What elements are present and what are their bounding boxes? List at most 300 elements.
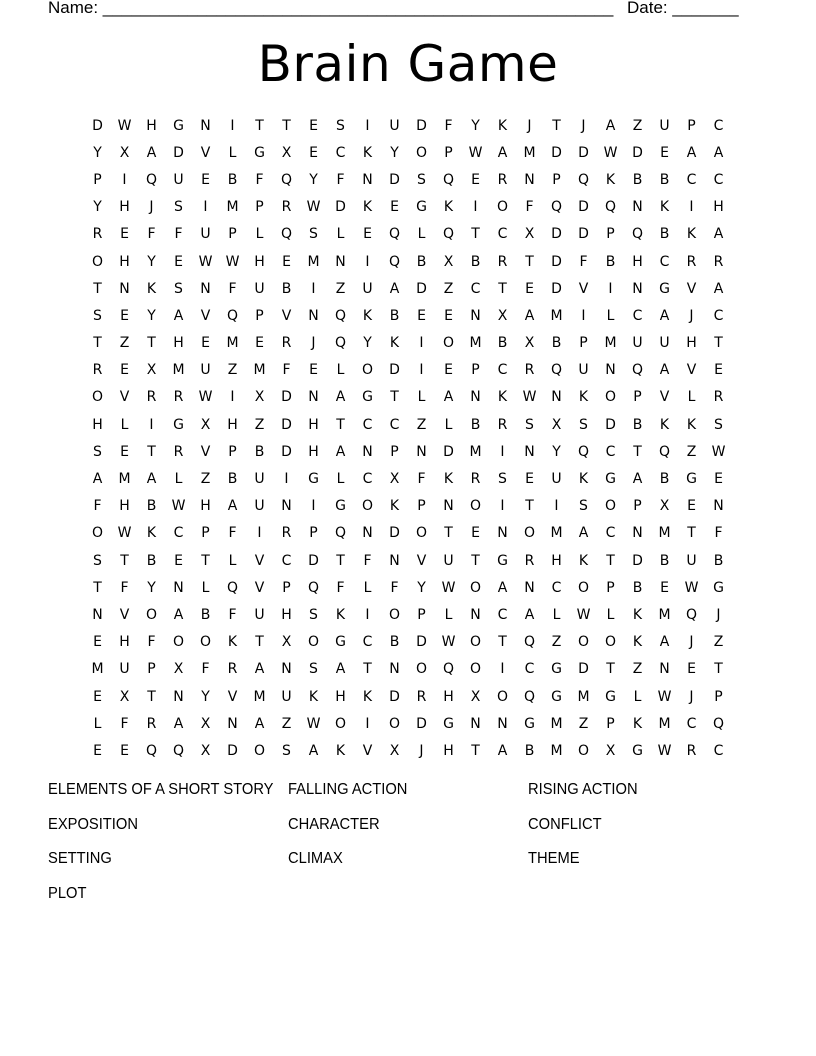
grid-letter: V — [659, 389, 670, 406]
grid-letter: A — [335, 443, 346, 460]
grid-letter: Z — [119, 335, 130, 352]
grid-letter: S — [714, 416, 723, 433]
grid-letter: X — [605, 742, 616, 759]
grid-letter: G — [308, 471, 319, 488]
date-field-label: Date: _______ — [627, 0, 739, 17]
grid-letter: Z — [686, 443, 697, 460]
grid-letter: E — [120, 307, 129, 324]
grid-letter: A — [308, 742, 319, 759]
grid-letter: O — [469, 498, 482, 515]
grid-letter: Q — [550, 362, 563, 379]
grid-letter: A — [497, 742, 508, 759]
grid-letter: R — [281, 525, 292, 542]
grid-letter: E — [120, 226, 129, 243]
grid-letter: A — [713, 280, 724, 297]
grid-letter: X — [497, 307, 508, 324]
grid-letter: O — [469, 579, 482, 596]
grid-letter: A — [443, 389, 454, 406]
grid-letter: R — [92, 362, 103, 379]
grid-letter: H — [146, 117, 157, 134]
word-list-item: CLIMAX — [288, 850, 343, 868]
grid-letter: H — [281, 606, 292, 623]
grid-letter: I — [500, 661, 505, 678]
grid-letter: W — [171, 498, 186, 515]
grid-letter: D — [389, 362, 400, 379]
grid-letter: Y — [471, 117, 480, 134]
grid-letter: P — [579, 335, 588, 352]
grid-letter: F — [444, 117, 453, 134]
grid-letter: N — [497, 715, 508, 732]
grid-letter: E — [93, 742, 102, 759]
grid-letter: C — [605, 443, 616, 460]
grid-letter: P — [633, 498, 642, 515]
grid-letter: O — [361, 362, 374, 379]
grid-letter: Z — [281, 715, 292, 732]
grid-letter: P — [228, 443, 237, 460]
grid-letter: X — [443, 253, 454, 270]
grid-letter: E — [525, 471, 534, 488]
grid-letter: C — [470, 280, 481, 297]
grid-letter: H — [443, 742, 454, 759]
grid-letter: N — [92, 606, 103, 623]
grid-letter: Y — [147, 307, 156, 324]
grid-letter: N — [173, 688, 184, 705]
grid-letter: Q — [577, 443, 590, 460]
grid-letter: Q — [631, 362, 644, 379]
grid-letter: M — [307, 253, 320, 270]
grid-letter: M — [550, 525, 563, 542]
grid-letter: R — [92, 226, 103, 243]
page-title: Brain Game — [257, 35, 559, 93]
grid-letter: V — [362, 742, 373, 759]
grid-letter: E — [309, 117, 318, 134]
grid-letter: T — [255, 634, 264, 651]
grid-letter: T — [633, 443, 642, 460]
grid-letter: M — [226, 335, 239, 352]
grid-letter: H — [254, 253, 265, 270]
grid-letter: R — [497, 416, 508, 433]
grid-letter: C — [281, 552, 292, 569]
grid-letter: L — [606, 307, 615, 324]
grid-letter: K — [686, 416, 697, 433]
grid-letter: M — [658, 525, 671, 542]
grid-letter: J — [311, 335, 316, 352]
grid-letter: D — [416, 634, 427, 651]
grid-letter: K — [308, 688, 319, 705]
grid-letter: O — [388, 715, 401, 732]
grid-letter: B — [605, 253, 616, 270]
grid-letter: T — [201, 552, 210, 569]
grid-letter: P — [309, 525, 318, 542]
grid-letter: K — [389, 498, 400, 515]
grid-letter: A — [335, 389, 346, 406]
grid-letter: M — [658, 606, 671, 623]
grid-letter: T — [147, 688, 156, 705]
grid-letter: M — [172, 362, 185, 379]
grid-letter: L — [417, 389, 426, 406]
grid-letter: D — [335, 199, 346, 216]
grid-letter: K — [227, 634, 238, 651]
grid-letter: C — [497, 226, 508, 243]
grid-letter: X — [389, 471, 400, 488]
grid-letter: D — [227, 742, 238, 759]
grid-letter: S — [336, 117, 345, 134]
grid-letter: X — [659, 498, 670, 515]
grid-letter: J — [689, 307, 694, 324]
grid-letter: Z — [335, 280, 346, 297]
grid-letter: K — [335, 742, 346, 759]
grid-letter: W — [711, 443, 726, 460]
grid-letter: N — [524, 171, 535, 188]
grid-letter: H — [119, 498, 130, 515]
grid-letter: U — [254, 606, 265, 623]
grid-letter: P — [201, 525, 210, 542]
grid-letter: C — [686, 715, 697, 732]
grid-letter: E — [120, 443, 129, 460]
grid-letter: L — [363, 579, 372, 596]
grid-letter: T — [363, 661, 372, 678]
grid-letter: T — [444, 525, 453, 542]
grid-letter: A — [497, 579, 508, 596]
grid-letter: R — [497, 171, 508, 188]
grid-letter: L — [633, 688, 642, 705]
grid-letter: G — [173, 416, 184, 433]
grid-letter: F — [228, 280, 237, 297]
grid-letter: C — [551, 579, 562, 596]
grid-letter: A — [524, 307, 535, 324]
grid-letter: D — [578, 661, 589, 678]
grid-letter: K — [335, 606, 346, 623]
word-list-item: RISING ACTION — [528, 781, 638, 798]
grid-letter: F — [228, 606, 237, 623]
grid-letter: D — [416, 715, 427, 732]
grid-letter: K — [497, 389, 508, 406]
grid-letter: X — [254, 389, 265, 406]
grid-letter: P — [417, 498, 426, 515]
grid-letter: Y — [147, 253, 156, 270]
grid-letter: C — [362, 634, 373, 651]
grid-letter: W — [657, 742, 672, 759]
grid-letter: O — [199, 634, 212, 651]
grid-letter: E — [120, 362, 129, 379]
grid-letter: C — [362, 471, 373, 488]
grid-letter: B — [713, 552, 724, 569]
grid-letter: J — [419, 742, 424, 759]
grid-letter: P — [228, 226, 237, 243]
grid-letter: U — [389, 117, 400, 134]
grid-letter: P — [606, 226, 615, 243]
grid-letter: A — [578, 525, 589, 542]
grid-letter: W — [576, 606, 591, 623]
grid-letter: F — [174, 226, 183, 243]
grid-letter: T — [471, 742, 480, 759]
word-list-item: PLOT — [48, 885, 87, 903]
grid-letter: O — [145, 606, 158, 623]
grid-letter: M — [550, 715, 563, 732]
grid-letter: B — [497, 335, 508, 352]
grid-letter: A — [659, 307, 670, 324]
grid-letter: U — [254, 498, 265, 515]
grid-letter: N — [335, 253, 346, 270]
grid-letter: B — [470, 416, 481, 433]
grid-letter: F — [255, 171, 264, 188]
grid-letter: K — [146, 280, 157, 297]
grid-letter: K — [443, 199, 454, 216]
grid-letter: R — [497, 253, 508, 270]
grid-letter: X — [470, 688, 481, 705]
grid-letter: T — [471, 226, 480, 243]
grid-letter: Q — [685, 606, 698, 623]
grid-letter: Z — [416, 416, 427, 433]
grid-letter: Y — [93, 199, 102, 216]
grid-letter: S — [417, 171, 426, 188]
grid-letter: W — [684, 579, 699, 596]
grid-letter: I — [122, 171, 127, 188]
grid-letter: I — [203, 199, 208, 216]
grid-letter: H — [119, 199, 130, 216]
grid-letter: A — [146, 471, 157, 488]
grid-letter: V — [254, 552, 265, 569]
grid-letter: Q — [334, 525, 347, 542]
grid-letter: F — [147, 634, 156, 651]
grid-letter: A — [524, 606, 535, 623]
grid-letter: U — [254, 280, 265, 297]
grid-letter: R — [173, 389, 184, 406]
grid-letter: B — [659, 552, 670, 569]
grid-letter: W — [198, 253, 213, 270]
grid-letter: Z — [443, 280, 454, 297]
grid-letter: Q — [631, 226, 644, 243]
grid-letter: X — [119, 688, 130, 705]
grid-letter: H — [632, 253, 643, 270]
grid-letter: F — [525, 199, 534, 216]
grid-letter: S — [309, 226, 318, 243]
grid-letter: H — [713, 199, 724, 216]
grid-letter: B — [659, 171, 670, 188]
grid-letter: S — [174, 280, 183, 297]
grid-letter: F — [363, 552, 372, 569]
grid-letter: M — [253, 362, 266, 379]
grid-letter: H — [335, 688, 346, 705]
grid-letter: K — [362, 199, 373, 216]
grid-letter: G — [551, 661, 562, 678]
grid-letter: Y — [363, 335, 372, 352]
grid-letter: H — [173, 335, 184, 352]
grid-letter: V — [578, 280, 589, 297]
grid-letter: D — [605, 416, 616, 433]
grid-letter: B — [659, 226, 670, 243]
grid-letter: I — [365, 715, 370, 732]
grid-letter: P — [255, 307, 264, 324]
grid-letter: F — [282, 362, 291, 379]
grid-letter: L — [336, 226, 345, 243]
grid-letter: P — [714, 688, 723, 705]
grid-letter: Z — [200, 471, 211, 488]
grid-letter: P — [93, 171, 102, 188]
grid-letter: X — [389, 742, 400, 759]
grid-letter: V — [281, 307, 292, 324]
grid-letter: G — [173, 117, 184, 134]
grid-letter: U — [200, 226, 211, 243]
grid-letter: V — [200, 144, 211, 161]
grid-letter: T — [390, 389, 399, 406]
grid-letter: X — [524, 226, 535, 243]
grid-letter: D — [578, 226, 589, 243]
grid-letter: D — [632, 552, 643, 569]
grid-letter: N — [362, 443, 373, 460]
grid-letter: N — [524, 579, 535, 596]
grid-letter: Q — [523, 634, 536, 651]
grid-letter: X — [281, 634, 292, 651]
grid-letter: I — [230, 117, 235, 134]
grid-letter: G — [497, 552, 508, 569]
grid-letter: G — [686, 471, 697, 488]
grid-letter: D — [551, 226, 562, 243]
grid-letter: I — [365, 606, 370, 623]
grid-letter: L — [201, 579, 210, 596]
grid-letter: K — [578, 389, 589, 406]
grid-letter: C — [605, 525, 616, 542]
grid-letter: W — [225, 253, 240, 270]
grid-letter: G — [713, 579, 724, 596]
grid-letter: V — [686, 280, 697, 297]
grid-letter: N — [389, 661, 400, 678]
grid-letter: K — [443, 471, 454, 488]
grid-letter: V — [416, 552, 427, 569]
grid-letter: N — [497, 525, 508, 542]
grid-letter: Q — [307, 579, 320, 596]
grid-letter: D — [578, 144, 589, 161]
grid-letter: K — [659, 199, 670, 216]
grid-letter: E — [417, 307, 426, 324]
grid-letter: L — [174, 471, 183, 488]
grid-letter: L — [552, 606, 561, 623]
grid-letter: M — [550, 307, 563, 324]
grid-letter: B — [470, 253, 481, 270]
grid-letter: O — [91, 253, 104, 270]
grid-letter: N — [308, 389, 319, 406]
grid-letter: R — [146, 389, 157, 406]
grid-letter: N — [119, 280, 130, 297]
grid-letter: B — [632, 171, 643, 188]
grid-letter: U — [254, 471, 265, 488]
grid-letter: O — [253, 742, 266, 759]
grid-letter: A — [173, 606, 184, 623]
grid-letter: Y — [147, 579, 156, 596]
grid-letter: U — [659, 117, 670, 134]
grid-letter: W — [603, 144, 618, 161]
grid-letter: C — [497, 606, 508, 623]
grid-letter: N — [632, 199, 643, 216]
grid-letter: I — [419, 362, 424, 379]
grid-letter: M — [118, 471, 131, 488]
grid-letter: I — [365, 253, 370, 270]
grid-letter: A — [173, 307, 184, 324]
grid-letter: B — [146, 498, 157, 515]
grid-letter: B — [281, 280, 292, 297]
grid-letter: Z — [632, 661, 643, 678]
grid-letter: O — [604, 634, 617, 651]
grid-letter: S — [309, 606, 318, 623]
grid-letter: Q — [442, 171, 455, 188]
grid-letter: T — [606, 552, 615, 569]
grid-letter: Q — [145, 171, 158, 188]
grid-letter: A — [659, 362, 670, 379]
grid-letter: Q — [280, 171, 293, 188]
grid-letter: U — [632, 335, 643, 352]
grid-letter: B — [254, 443, 265, 460]
word-list-item: THEME — [528, 850, 580, 868]
grid-letter: K — [389, 335, 400, 352]
grid-letter: W — [306, 715, 321, 732]
grid-letter: N — [362, 171, 373, 188]
grid-letter: H — [119, 253, 130, 270]
grid-letter: N — [470, 307, 481, 324]
grid-letter: T — [93, 335, 102, 352]
grid-letter: P — [606, 579, 615, 596]
grid-letter: C — [362, 416, 373, 433]
grid-letter: P — [633, 389, 642, 406]
grid-letter: R — [173, 443, 184, 460]
grid-letter: I — [257, 525, 262, 542]
grid-letter: S — [579, 498, 588, 515]
grid-letter: W — [468, 144, 483, 161]
grid-letter: S — [525, 416, 534, 433]
grid-letter: L — [687, 389, 696, 406]
grid-letter: U — [173, 171, 184, 188]
grid-letter: T — [336, 552, 345, 569]
grid-letter: F — [390, 579, 399, 596]
grid-letter: D — [173, 144, 184, 161]
grid-letter: I — [230, 389, 235, 406]
grid-letter: X — [146, 362, 157, 379]
grid-letter: A — [173, 715, 184, 732]
grid-letter: M — [91, 661, 104, 678]
grid-letter: D — [416, 117, 427, 134]
grid-letter: I — [500, 498, 505, 515]
grid-letter: O — [577, 742, 590, 759]
grid-letter: V — [200, 443, 211, 460]
grid-letter: I — [608, 280, 613, 297]
grid-letter: L — [444, 416, 453, 433]
grid-letter: G — [335, 498, 346, 515]
grid-letter: I — [689, 199, 694, 216]
grid-letter: E — [471, 525, 480, 542]
grid-letter: D — [308, 552, 319, 569]
grid-letter: T — [255, 117, 264, 134]
grid-letter: P — [390, 443, 399, 460]
grid-letter: W — [117, 525, 132, 542]
grid-letter: Q — [334, 307, 347, 324]
grid-letter: K — [686, 226, 697, 243]
grid-letter: D — [92, 117, 103, 134]
grid-letter: N — [470, 389, 481, 406]
grid-letter: C — [335, 144, 346, 161]
grid-letter: O — [91, 525, 104, 542]
grid-letter: Q — [226, 307, 239, 324]
grid-letter: G — [659, 280, 670, 297]
grid-letter: E — [93, 688, 102, 705]
grid-letter: T — [525, 498, 534, 515]
grid-letter: Q — [172, 742, 185, 759]
grid-letter: C — [686, 171, 697, 188]
grid-letter: B — [632, 579, 643, 596]
grid-letter: D — [416, 280, 427, 297]
grid-letter: O — [361, 498, 374, 515]
grid-letter: Y — [93, 144, 102, 161]
grid-letter: O — [415, 144, 428, 161]
grid-letter: G — [605, 471, 616, 488]
